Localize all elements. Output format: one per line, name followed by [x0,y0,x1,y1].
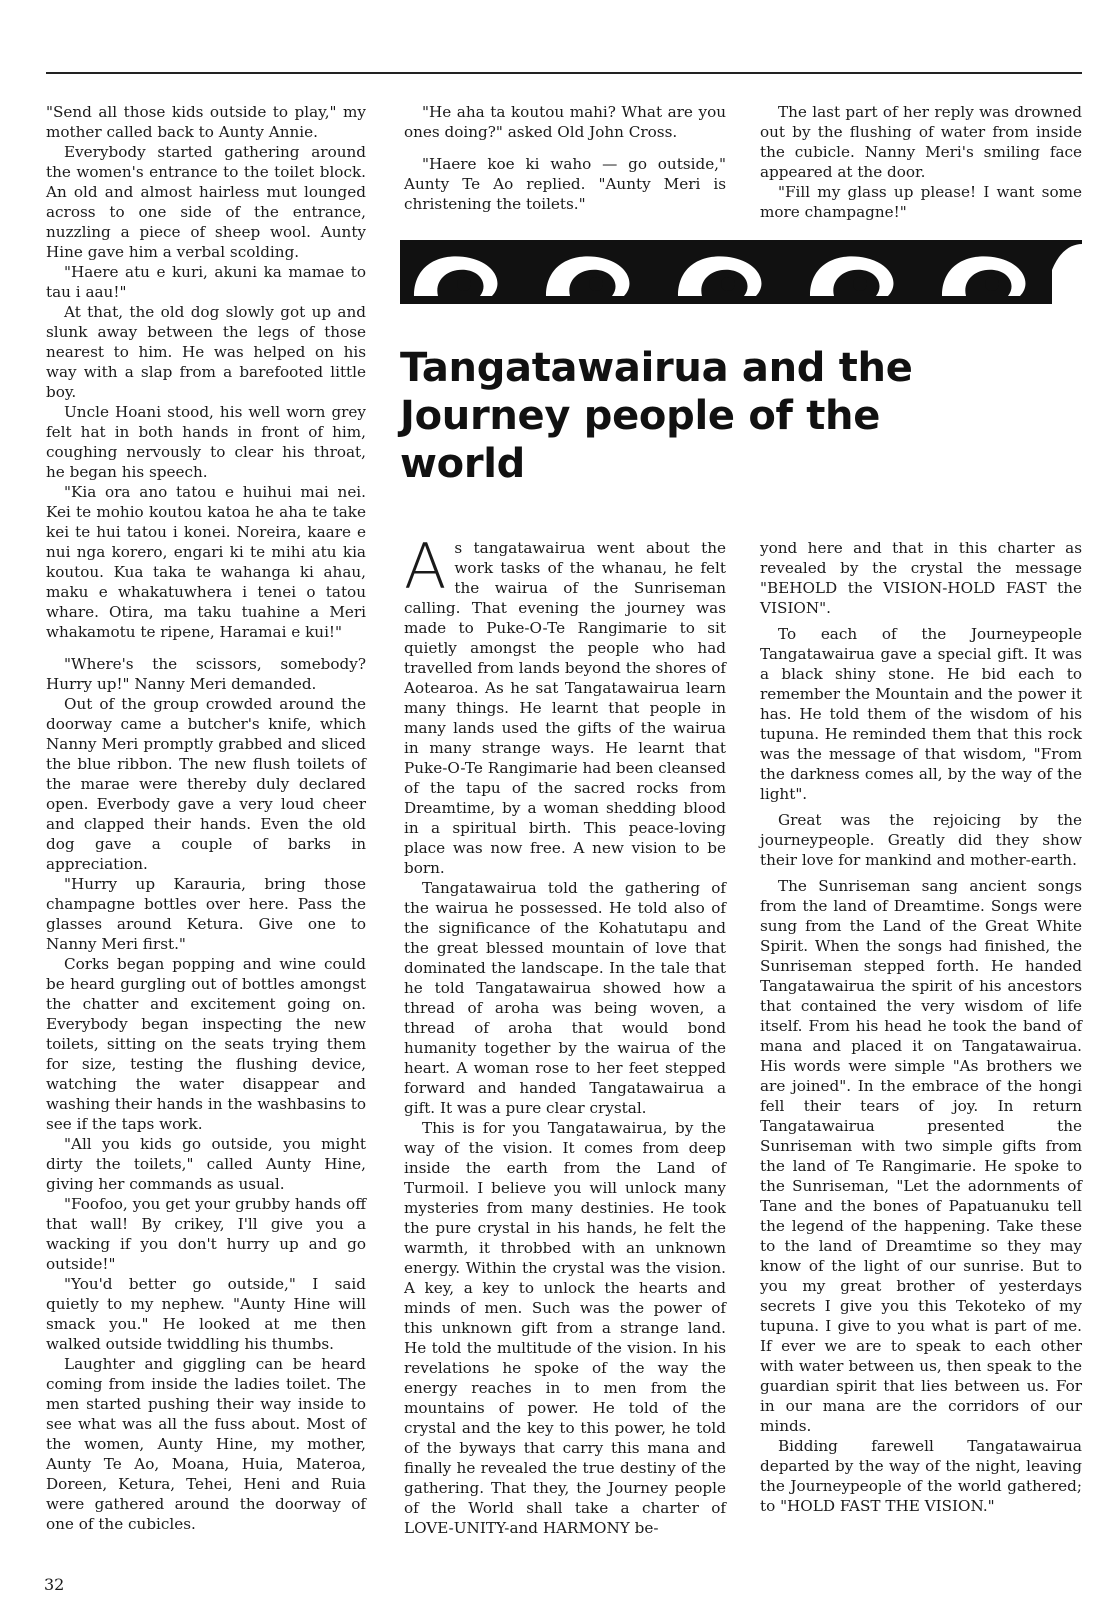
paragraph: "Kia ora ano tatou e huihui mai nei. Kei te mohio koutou katoa he aha te take kei te hui tatou i konei. Noreira, kaare e nui nga korero, engari ki te mihi atu kia koutou. Kua taka te wahanga ki ahau, maku e whakatuwhera i tenei o tatou whare. Otira, ma taku tuahine a Meri whakamotu te ripene, Haramai e kui!" [46,483,366,641]
paragraph: "All you kids go outside, you might dirty the toilets," called Aunty Hine, giving her commands as usual. [46,1135,366,1193]
paragraph: "Hurry up Karauria, bring those champagne bottles over here. Pass the glasses around Ketura. Give one to Nanny Meri first." [46,875,366,953]
paragraph: "He aha ta koutou mahi? What are you ones doing?" asked Old John Cross. [404,103,726,141]
paragraph [404,530,726,878]
paragraph: "Haere atu e kuri, akuni ka mamae to tau i aau!" [46,263,366,301]
story-column-3 [760,102,1082,222]
story-column-2 [404,102,726,214]
paragraph: "Foofoo, you get your grubby hands off that wall! By crikey, I'll give you a wacking if you don't hurry up and go outside!" [46,1195,366,1273]
paragraph: To each of the Journeypeople Tangatawairua gave a special gift. It was a black shiny stone. He bid each to remember the Mountain and the power it has. He told them of the wisdom of his tupuna. He reminded them that this rock was the message of that wisdom, "From the darkness comes all, by the way of the light". [760,625,1082,803]
paragraph-text: s tangatawairua went about the work tasks of the whanau, he felt the wairua of the Sunriseman calling. That evening the journey was made to Puke-O-Te Rangimarie to sit quietly amongst the people who had travelled from lands beyond the shores of Aotearoa. As he sat Tangatawairua learn many things. He learnt that people in many lands used the gifts of the wairua in many strange ways. He learnt that Puke-O-Te Rangimarie had been cleansed of the tapu of the sacred rocks from Dreamtime, by a woman shedding blood in a spiritual birth. This peace-loving place was now free. A new vision to be born. [404,539,726,877]
paragraph: Great was the rejoicing by the journeypeople. Greatly did they show their love for mankind and mother-earth. [760,811,1082,869]
paragraph: Everybody started gathering around the women's entrance to the toilet block. An old and almost hairless mut lounged across to one side of the entrance, nuzzling a piece of sheep wool. Aunty Hine gave him a verbal scolding. [46,143,366,261]
paragraph: Bidding farewell Tangatawairua departed by the way of the night, leaving the Journeypeople of the world gathered; to "HOLD FAST THE VISION." [760,1437,1082,1515]
paragraph: yond here and that in this charter as revealed by the crystal the message "BEHOLD the VISION-HOLD FAST the VISION". [760,539,1082,617]
paragraph: "Fill my glass up please! I want some more champagne!" [760,183,1082,221]
paragraph: Tangatawairua told the gathering of the wairua he possessed. He told also of the significance of the Kohatutapu and the great blessed mountain of love that dominated the landscape. In the tale that he told Tangatawairua showed how a thread of aroha was being woven, a thread of aroha that would bond humanity together by the wairua of the heart. A woman rose to her feet stepped forward and handed Tangatawairua a gift. It was a pure clear crystal. [404,879,726,1117]
article-column-1 [404,530,726,1538]
paragraph: "You'd better go outside," I said quietly to my nephew. "Aunty Hine will smack you." He looked at me then walked outside twiddling his thumbs. [46,1275,366,1353]
paragraph: "Where's the scissors, somebody? Hurry up!" Nanny Meri demanded. [46,655,366,693]
paragraph: This is for you Tangatawairua, by the way of the vision. It comes from deep inside the earth from the Land of Turmoil. I believe you will unlock many mysteries from many destinies. He took the pure crystal in his hands, he felt the warmth, it throbbed with an unknown energy. Within the crystal was the vision. A key, a key to unlock the hearts and minds of men. Such was the power of this unknown gift from a strange land. He told the multitude of the vision. In his revelations he spoke of the way the energy reaches in to men from the mountains of power. He told of the crystal and the key to this power, he told of the byways that carry this mana and finally he revealed the true destiny of the gathering. That they, the Journey people of the World shall take a charter of LOVE-UNITY-and HARMONY be- [404,1119,726,1537]
story-column-1 [46,102,366,1534]
paragraph: Corks began popping and wine could be heard gurgling out of bottles amongst the chatter and excitement going on. Everybody began inspecting the new toilets, sitting on the seats trying them for size, testing the flushing device, watching the water disappear and washing their hands in the washbasins to see if the taps work. [46,955,366,1133]
article-column-2 [760,538,1082,1516]
paragraph: The Sunriseman sang ancient songs from the land of Dreamtime. Songs were sung from the Land of the Great White Spirit. When the songs had finished, the Sunriseman stepped forth. He handed Tangatawairua the spirit of his ancestors that contained the very wisdom of life itself. From his head he took the band of mana and placed it on Tangatawairua. His words were simple "As brothers we are joined". In the embrace of the hongi fell their tears of joy. In return Tangatawairua presented the Sunriseman with two simple gifts from the land of Te Rangimarie. He spoke to the Sunriseman, "Let the adornments of Tane and the bones of Papatuanuku tell the legend of the happening. Take these to the land of Dreamtime so they may know of the light of our sunrise. But to you my great brother of yesterdays secrets I give you this Tekoteko of my tupuna. I give to you what is part of me. If ever we are to speak to each other with water between us, then speak to the guardian spirit that lies between us. For in our mana are the corridors of our minds. [760,877,1082,1435]
paragraph: At that, the old dog slowly got up and slunk away between the legs of those nearest to him. He was helped on his way with a slap from a barefooted little boy. [46,303,366,401]
drop-cap: A [404,530,447,603]
paragraph: "Send all those kids outside to play," my mother called back to Aunty Annie. [46,103,366,141]
top-rule [46,72,1082,74]
paragraph: Laughter and giggling can be heard coming from inside the ladies toilet. The men started pushing their way inside to see what was all the fuss about. Most of the women, Aunty Hine, my mother, Aunty Te Ao, Moana, Huia, Materoa, Doreen, Ketura, Tehei, Heni and Ruia were gathered around the doorway of one of the cubicles. [46,1355,366,1533]
paragraph: The last part of her reply was drowned out by the flushing of water from inside the cubicle. Nanny Meri's smiling face appeared at the door. [760,103,1082,181]
paragraph: "Haere koe ki waho — go outside," Aunty Te Ao replied. "Aunty Meri is christening the toilets." [404,155,726,213]
article-title: Tangatawairua and the Journey people of the world [400,345,913,487]
page-number: 32 [44,1575,65,1594]
paragraph: Out of the group crowded around the doorway came a butcher's knife, which Nanny Meri promptly grabbed and sliced the blue ribbon. The new flush toilets of the marae were thereby duly declared open. Everbody gave a very loud cheer and clapped their hands. Even the old dog gave a couple of barks in appreciation. [46,695,366,873]
wave-pattern-band [400,240,1082,304]
paragraph: Uncle Hoani stood, his well worn grey felt hat in both hands in front of him, coughing nervously to clear his throat, he began his speech. [46,403,366,481]
